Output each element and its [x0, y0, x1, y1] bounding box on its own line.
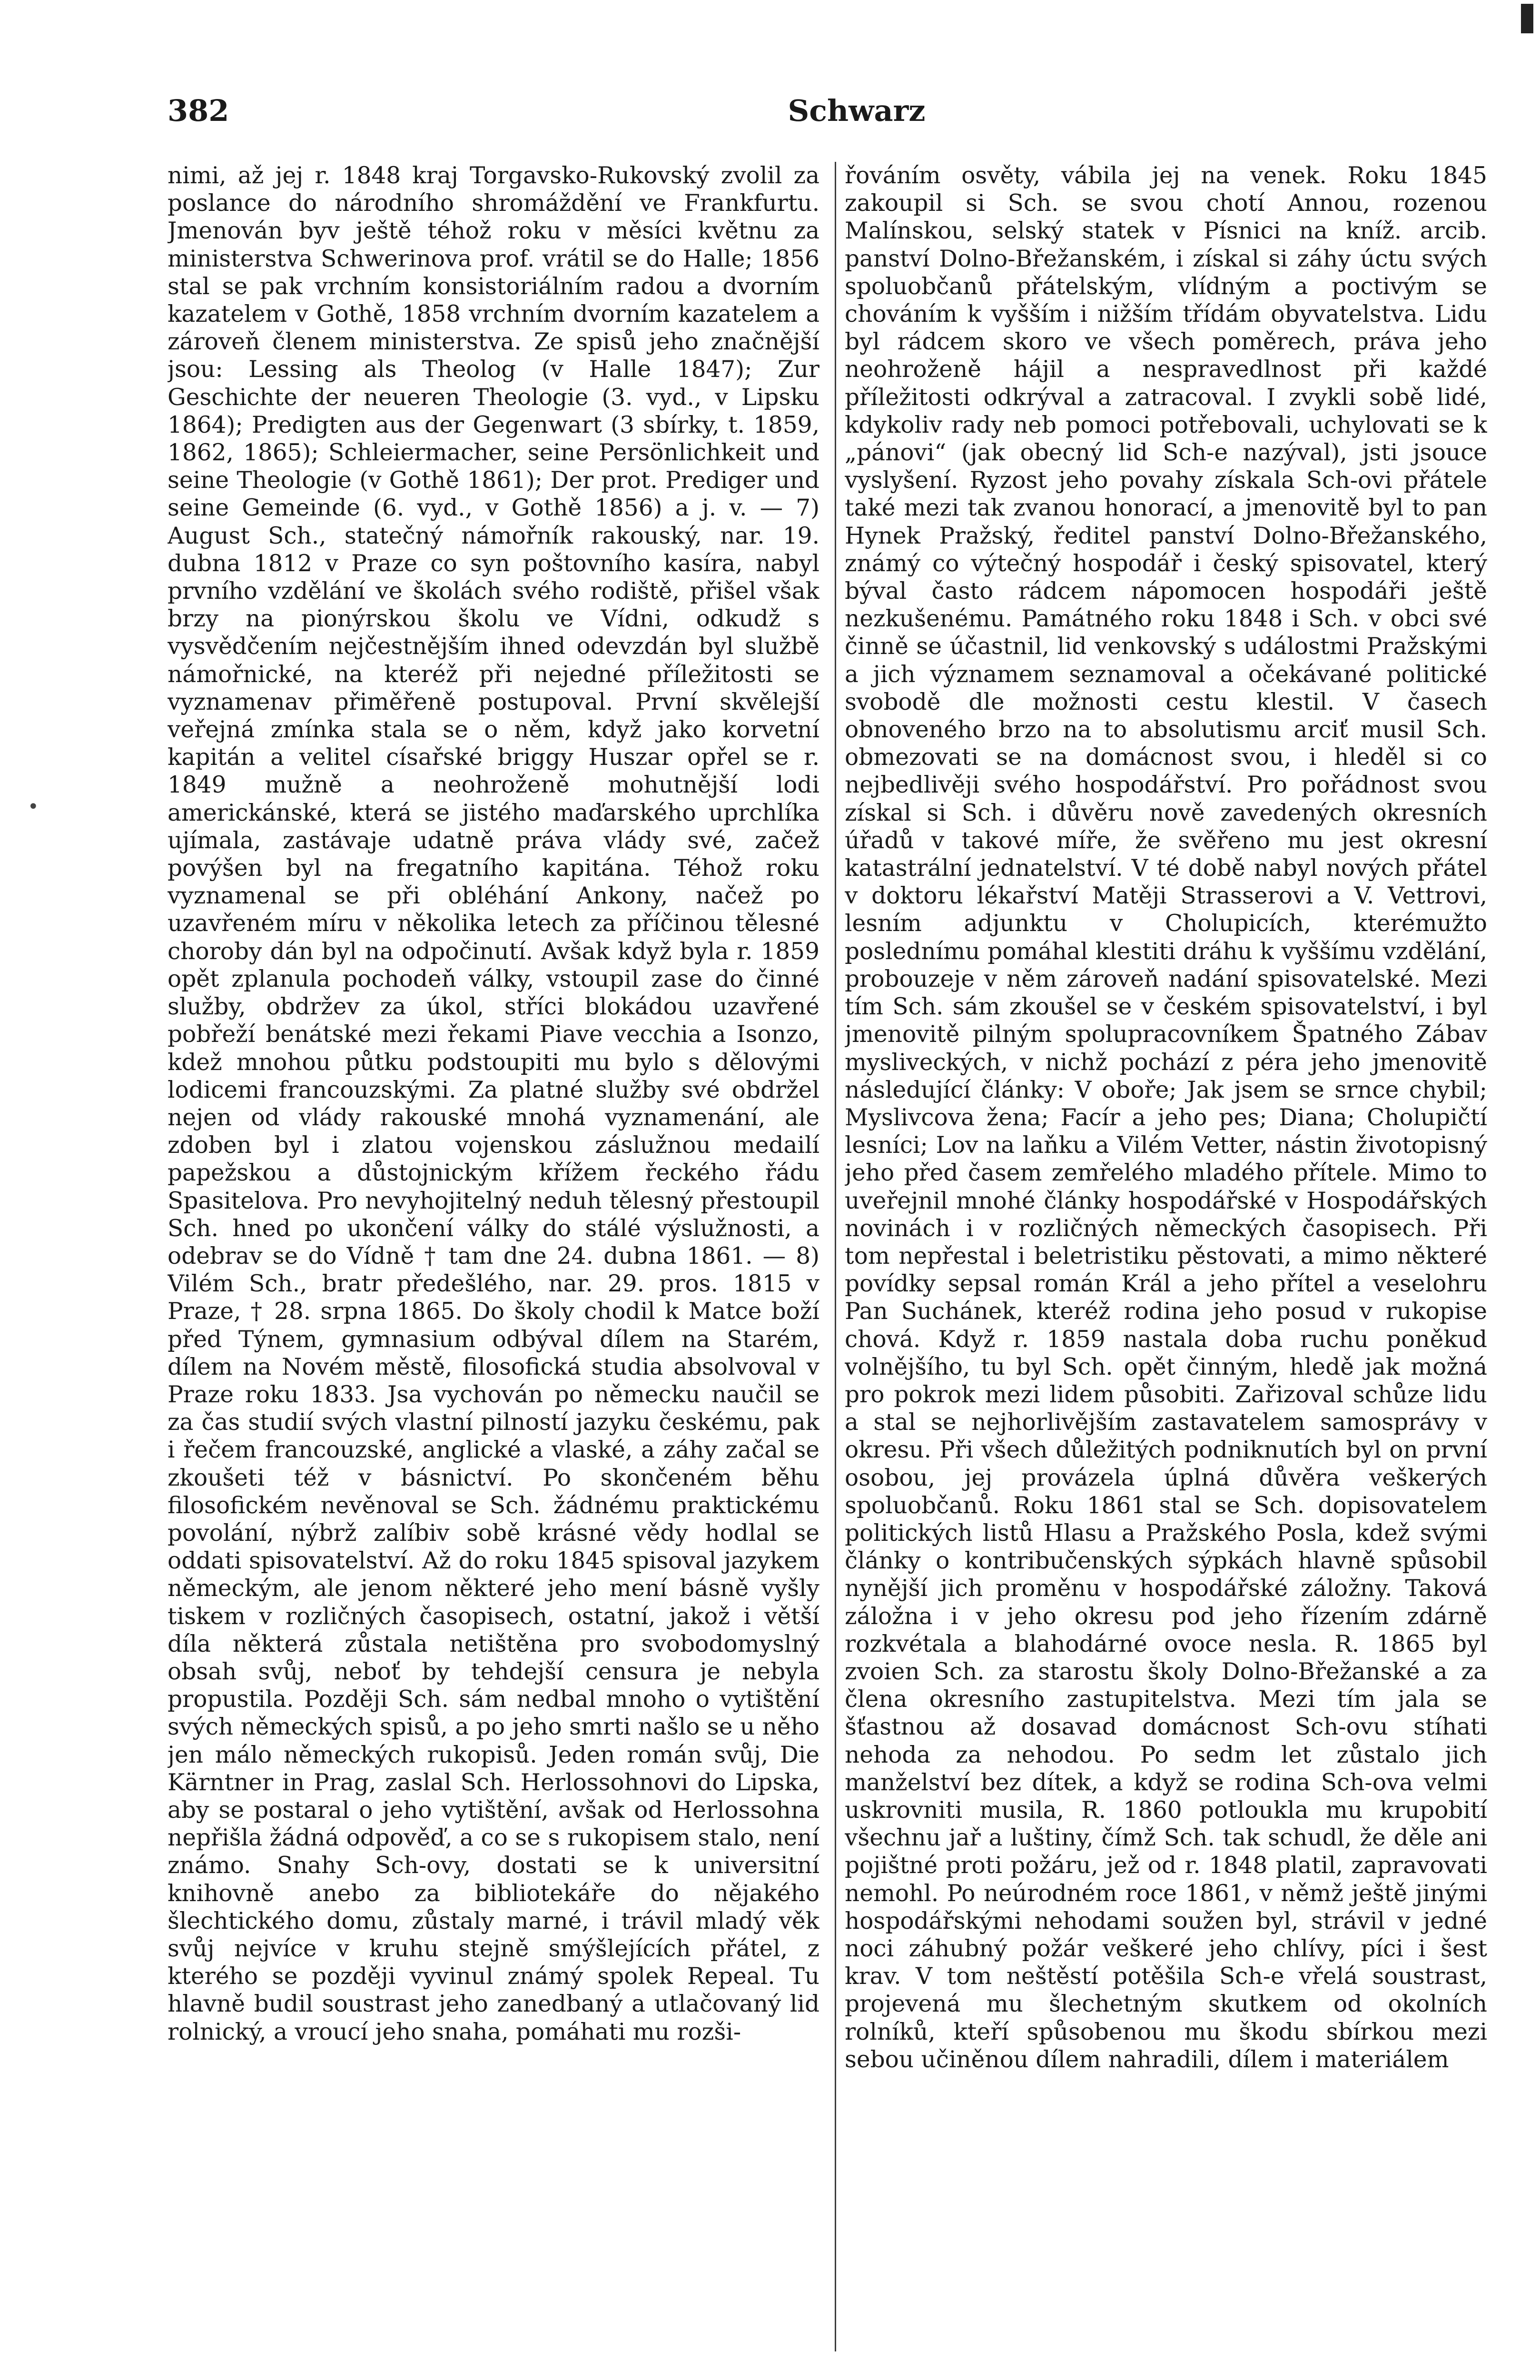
- scan-margin-mark: [1521, 4, 1533, 33]
- column-divider-rule: [835, 162, 836, 2351]
- right-text-column: řováním osvěty, vábila jej na venek. Roku 1845 zakoupil si Sch. se svou chotí Annou, rozenou Malínskou, selský statek v Písnici na kníž. arcib. panství Dolno-Břežanském, i získal si záhy úctu svých spoluobčanů přátelským, vlídným a poctivým se chováním k vyšším i nižším třídám obyvatelstva. Lidu byl rádcem skoro ve všech poměrech, práva jeho neohroženě hájil a nespravedlnost při každé příležitosti odkrýval a zatracoval. I zvykli sobě lidé, kdykoliv rady neb pomoci potřebovali, uchylovati se k „pánovi“ (jak obecný lid Sch-e nazýval), jsti jsouce vyslyšení. Ryzost jeho povahy získala Sch-ovi přátele také mezi tak zvanou honorací, a jmenovitě byl to pan Hynek Pražský, ředitel panství Dolno-Břežanského, známý co výtečný hospodář i český spisovatel, který býval často rádcem nápomocen hospodáři ještě nezkušenému. Památného roku 1848 i Sch. v obci své činně se účastnil, lid venkovský s událostmi Pražskými a jich významem seznamoval a očekávané politické svobodě dle možnosti cestu klestil. V časech obnoveného brzo na to absolutismu arciť musil Sch. obmezovati se na domácnost svou, i hleděl si co nejbedlivěji svého hospodářství. Pro pořádnost svou získal si Sch. i důvěru nově zavedených okresních úřadů v takové míře, že svěřeno mu jest okresní katastrální jednatelství. V té době nabyl nových přátel v doktoru lékařství Matěji Strasserovi a V. Vettrovi, lesním adjunktu v Cholupicích, kterémužto poslednímu pomáhal klestiti dráhu k vyššímu vzdělání, probouzeje v něm zároveň nadání spisovatelské. Mezi tím Sch. sám zkoušel se v českém spisovatelství, i byl jmenovitě pilným spolupracovníkem Špatného Zábav mysliveckých, v nichž pochází z péra jeho jmenovitě následující články: V oboře; Jak jsem se srnce chybil; Myslivcova žena; Facír a jeho pes; Diana; Cholupičtí lesníci; Lov na laňku a Vilém Vetter, nástin životopisný jeho před časem zemřelého mladého přítele. Mimo to uveřejnil mnohé články hospodářské v Hospodářských novinách i v rozličných německých časopisech. Při tom nepřestal i beletristiku pěstovati, a mimo některé povídky sepsal román Král a jeho přítel a veselohru Pan Suchánek, kteréž rodina jeho posud v rukopise chová. Když r. 1859 nastala doba ruchu poněkud volnějšího, tu byl Sch. opět činným, hledě jak možná pro pokrok mezi lidem působiti. Zařizoval schůze lidu a stal se nejhorlivějším zastavatelem samosprávy v okresu. Při všech důležitých podniknutích byl on první osobou, jej provázela úplná důvěra veškerých spoluobčanů. Roku 1861 stal se Sch. dopisovatelem politických listů Hlasu a Pražského Posla, kdež svými články o kontribučenských sýpkách hlavně spůsobil nynější jich proměnu v hospodářské záložny. Taková záložna i v jeho okresu pod jeho řízením zdárně rozkvétala a blahodárné ovoce nesla. R. 1865 byl zvoien Sch. za starostu školy Dolno-Břežanské a za člena okresního zastupitelstva. Mezi tím jala se šťastnou až dosavad domácnost Sch-ovu stíhati nehoda za nehodou. Po sedm let zůstalo jich manželství bez dítek, a když se rodina Sch-ova velmi uskrovniti musila, R. 1860 potloukla mu krupobití všechnu jař a luštiny, čímž Sch. tak schudl, že děle ani pojištné proti požáru, jež od r. 1848 platil, zapravovati nemohl. Po neúrodném roce 1861, v němž ještě jinými hospodářskými nehodami soužen byl, strávil v jedné noci záhubný požár veškeré jeho chlívy, píci i šest krav. V tom neštěstí potěšila Sch-e vřelá soustrast, projevená mu šlechetným skutkem od okolních rolníků, kteří spůsobenou mu škodu sbírkou mezi sebou učiněnou dílem nahradili, dílem i materiálem: [845, 162, 1487, 2073]
- running-head: Schwarz: [788, 93, 926, 128]
- margin-bullet-mark: •: [28, 796, 39, 818]
- left-text-column: nimi, až jej r. 1848 kraj Torgavsko-Rukovský zvolil za poslance do národního shromáždění ve Frankfurtu. Jmenován byv ještě téhož roku v měsíci květnu za ministerstva Schwerinova prof. vrátil se do Halle; 1856 stal se pak vrchním konsistoriálním radou a dvorním kazatelem v Gothě, 1858 vrchním dvorním kazatelem a zároveň členem ministerstva. Ze spisů jeho značnější jsou: Lessing als Theolog (v Halle 1847); Zur Geschichte der neueren Theologie (3. vyd., v Lipsku 1864); Predigten aus der Gegenwart (3 sbírky, t. 1859, 1862, 1865); Schleiermacher, seine Persönlichkeit und seine Theologie (v Gothě 1861); Der prot. Prediger und seine Gemeinde (6. vyd., v Gothě 1856) a j. v. — 7) August Sch., statečný námořník rakouský, nar. 19. dubna 1812 v Praze co syn poštovního kasíra, nabyl prvního vzdělání ve školách svého rodiště, přišel však brzy na pionýrskou školu ve Vídni, odkudž s vysvědčením nejčestnějším ihned odevzdán byl službě námořnické, na kteréž při nejedné příležitosti se vyznamenav přiměřeně postupoval. První skvělejší veřejná zmínka stala se o něm, když jako korvetní kapitán a velitel císařské briggy Huszar opřel se r. 1849 mužně a neohroženě mohutnější lodi americkánské, která se jistého maďarského uprchlíka ujímala, zastávaje udatně práva vlády své, začež povýšen byl na fregatního kapitána. Téhož roku vyznamenal se při obléhání Ankony, načež po uzavřeném míru v několika letech za příčinou tělesné choroby dán byl na odpočinutí. Avšak když byla r. 1859 opět zplanula pochodeň války, vstoupil zase do činné služby, obdržev za úkol, stříci blokádou uzavřené pobřeží benátské mezi řekami Piave vecchia a Isonzo, kdež mnohou půtku podstoupiti mu bylo s dělovými lodicemi francouzskými. Za platné služby své obdržel nejen od vlády rakouské mnohá vyznamenání, ale zdoben byl i zlatou vojenskou záslužnou medailí papežskou a důstojnickým křížem řeckého řádu Spasitelova. Pro nevyhojitelný neduh tělesný přestoupil Sch. hned po ukončení války do stálé výslužnosti, a odebrav se do Vídně † tam dne 24. dubna 1861. — 8) Vilém Sch., bratr předešlého, nar. 29. pros. 1815 v Praze, † 28. srpna 1865. Do školy chodil k Matce boží před Týnem, gymnasium odbýval dílem na Starém, dílem na Novém městě, filosofická studia absolvoval v Praze roku 1833. Jsa vychován po německu naučil se za čas studií svých vlastní pilností jazyku českému, pak i řečem francouzské, anglické a vlaské, a záhy začal se zkoušeti též v básnictví. Po skončeném běhu filosofickém nevěnoval se Sch. žádnému praktickému povolání, nýbrž zalíbiv sobě krásné vědy hodlal se oddati spisovatelství. Až do roku 1845 spisoval jazykem německým, ale jenom některé jeho mení básně vyšly tiskem v rozličných časopisech, ostatní, jakož i větší díla některá zůstala netištěna pro svobodomyslný obsah svůj, neboť by tehdejší censura je nebyla propustila. Později Sch. sám nedbal mnoho o vytištění svých německých spisů, a po jeho smrti našlo se u něho jen málo německých rukopisů. Jeden román svůj, Die Kärntner in Prag, zaslal Sch. Herlossohnovi do Lipska, aby se postaral o jeho vytištění, avšak od Herlossohna nepřišla žádná odpověď, a co se s rukopisem stalo, není známo. Snahy Sch-ovy, dostati se k universitní knihovně anebo za bibliotekáře do nějakého šlechtického domu, zůstaly marné, i trávil mladý věk svůj nejvíce v kruhu stejně smýšlejících přátel, z kterého se později vyvinul známý spolek Repeal. Tu hlavně budil soustrast jeho zanedbaný a utlačovaný lid rolnický, a vroucí jeho snaha, pomáhati mu rozši-: [168, 162, 819, 2045]
- page-number: 382: [168, 93, 229, 128]
